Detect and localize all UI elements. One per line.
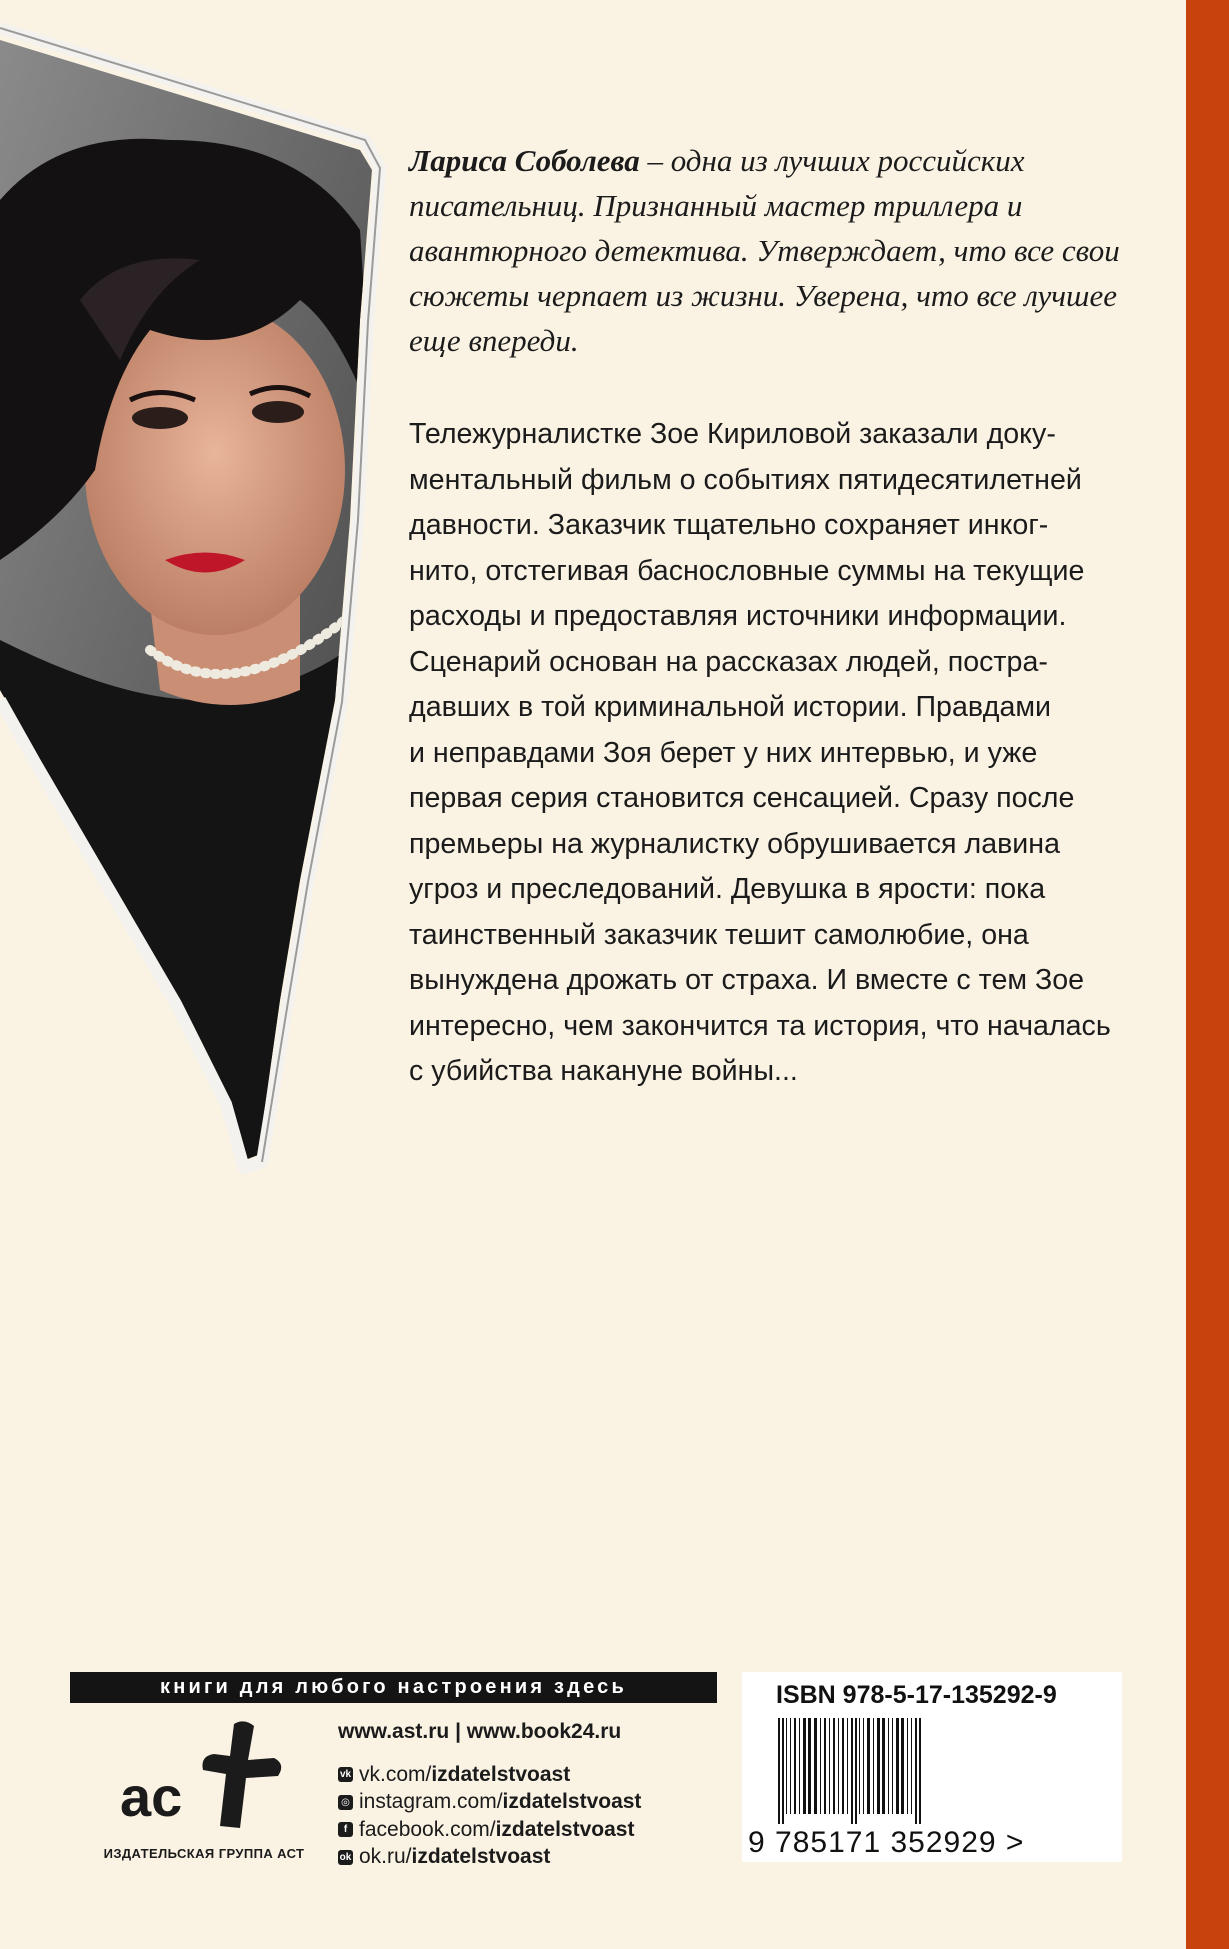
description-line: Сценарий основан на рассказах людей, постра- [409,645,1048,678]
social-link-handle: izdatelstvoast [411,1845,551,1869]
barcode-bar [824,1718,826,1814]
spine-color-band [1186,0,1229,1949]
barcode-bar [873,1718,874,1814]
barcode-bar [786,1718,787,1814]
barcode-bar [919,1718,921,1824]
book-description [409,412,1149,1095]
social-link-domain: vk.com/ [359,1762,432,1786]
ast-logo [108,1716,298,1836]
barcode-bar [838,1718,839,1814]
description-line: премьеры на журналистку обрушивается лавина [409,827,1060,860]
author-bio-text: – одна из лучших российских писательниц. Признанный мастер триллера и авантюрного детектива. Утверждает, что все свои сюжеты черпает из жизни. Уверена, что все лучшее еще впереди. [409,143,1120,358]
facebook-icon: f [338,1822,353,1837]
social-link-handle: izdatelstvoast [502,1790,642,1814]
social-link[interactable] [338,1789,641,1817]
description-line: ментальный фильм о событиях пятидесятилетней [409,463,1082,496]
social-link-handle: izdatelstvoast [495,1817,635,1841]
barcode-digits: 9 785171 352929 > [748,1826,1025,1859]
barcode-bar [803,1718,806,1814]
description-line: с убийства накануне войны... [409,1055,798,1087]
barcode-bar [790,1718,791,1814]
social-link-domain: facebook.com/ [359,1817,496,1841]
barcode-bar [863,1718,864,1814]
description-line: интересно, чем закончится та история, что началась [409,1009,1111,1042]
barcode-bar [877,1718,880,1814]
author-name: Лариса Соболева [409,143,640,178]
social-link-domain: ok.ru/ [359,1845,412,1869]
description-line: расходы и предоставляя источники информации. [409,600,1067,632]
isbn-barcode-block [742,1672,1122,1862]
description-line: давших в той криминальной истории. Правдами [409,691,1052,723]
social-link[interactable] [338,1816,641,1844]
author-bio [409,138,1149,363]
description-line: угроз и преследований. Девушка в ярости: пока [409,873,1046,905]
barcode-bar [859,1718,860,1814]
social-link[interactable] [338,1844,641,1872]
publisher-tagline: книги для любого настроения здесь [70,1672,717,1703]
barcode-bar [892,1718,893,1814]
barcode-bar [896,1718,899,1814]
barcode-bars [774,1718,1090,1828]
instagram-icon: ◎ [338,1795,353,1810]
isbn-number: ISBN 978-5-17-135292-9 [776,1681,1057,1709]
barcode-bar [829,1718,830,1814]
barcode-bar [842,1718,844,1814]
barcode-bar [882,1718,885,1814]
barcode-bar [782,1718,784,1824]
barcode-bar [799,1718,800,1814]
description-line: таинственный заказчик тешит самолюбие, она [409,918,1029,951]
barcode-bar [915,1718,917,1824]
barcode-bar [847,1718,848,1814]
description-line: нито, отстегивая баснословные суммы на текущие [409,554,1085,587]
barcode-bar [888,1718,889,1814]
barcode-bar [814,1718,817,1814]
barcode-bar [901,1718,904,1814]
svg-text:ас: ас [120,1765,183,1828]
odnoklassniki-icon: ok [339,1851,352,1863]
description-line: давности. Заказчик тщательно сохраняет инког- [409,509,1049,541]
social-link[interactable] [338,1761,641,1789]
description-line: вынуждена дрожать от страха. И вместе с тем Зое [409,964,1085,996]
barcode-bar [855,1718,857,1824]
publisher-websites[interactable]: www.ast.ru | www.book24.ru [338,1720,622,1743]
barcode-bar [778,1718,780,1824]
author-portrait [0,0,420,1180]
social-link-domain: instagram.com/ [359,1790,503,1814]
social-links [338,1761,641,1871]
social-link-handle: izdatelstvoast [431,1762,571,1786]
description-line: и неправдами Зоя берет у них интервью, и уже [409,736,1038,769]
description-line: Тележурналистке Зое Кириловой заказали доку- [409,418,1056,450]
publisher-group-name: ИЗДАТЕЛЬСКАЯ ГРУППА АСТ [103,1846,305,1861]
barcode-bar [820,1718,821,1814]
barcode-bar [867,1718,870,1814]
barcode-bar [907,1718,908,1814]
vk-icon: vk [339,1769,352,1781]
barcode-bar [833,1718,835,1814]
description-line: первая серия становится сенсацией. Сразу после [409,782,1075,814]
barcode-bar [851,1718,853,1824]
barcode-bar [911,1718,912,1814]
barcode-bar [794,1718,796,1814]
barcode-bar [808,1718,811,1814]
